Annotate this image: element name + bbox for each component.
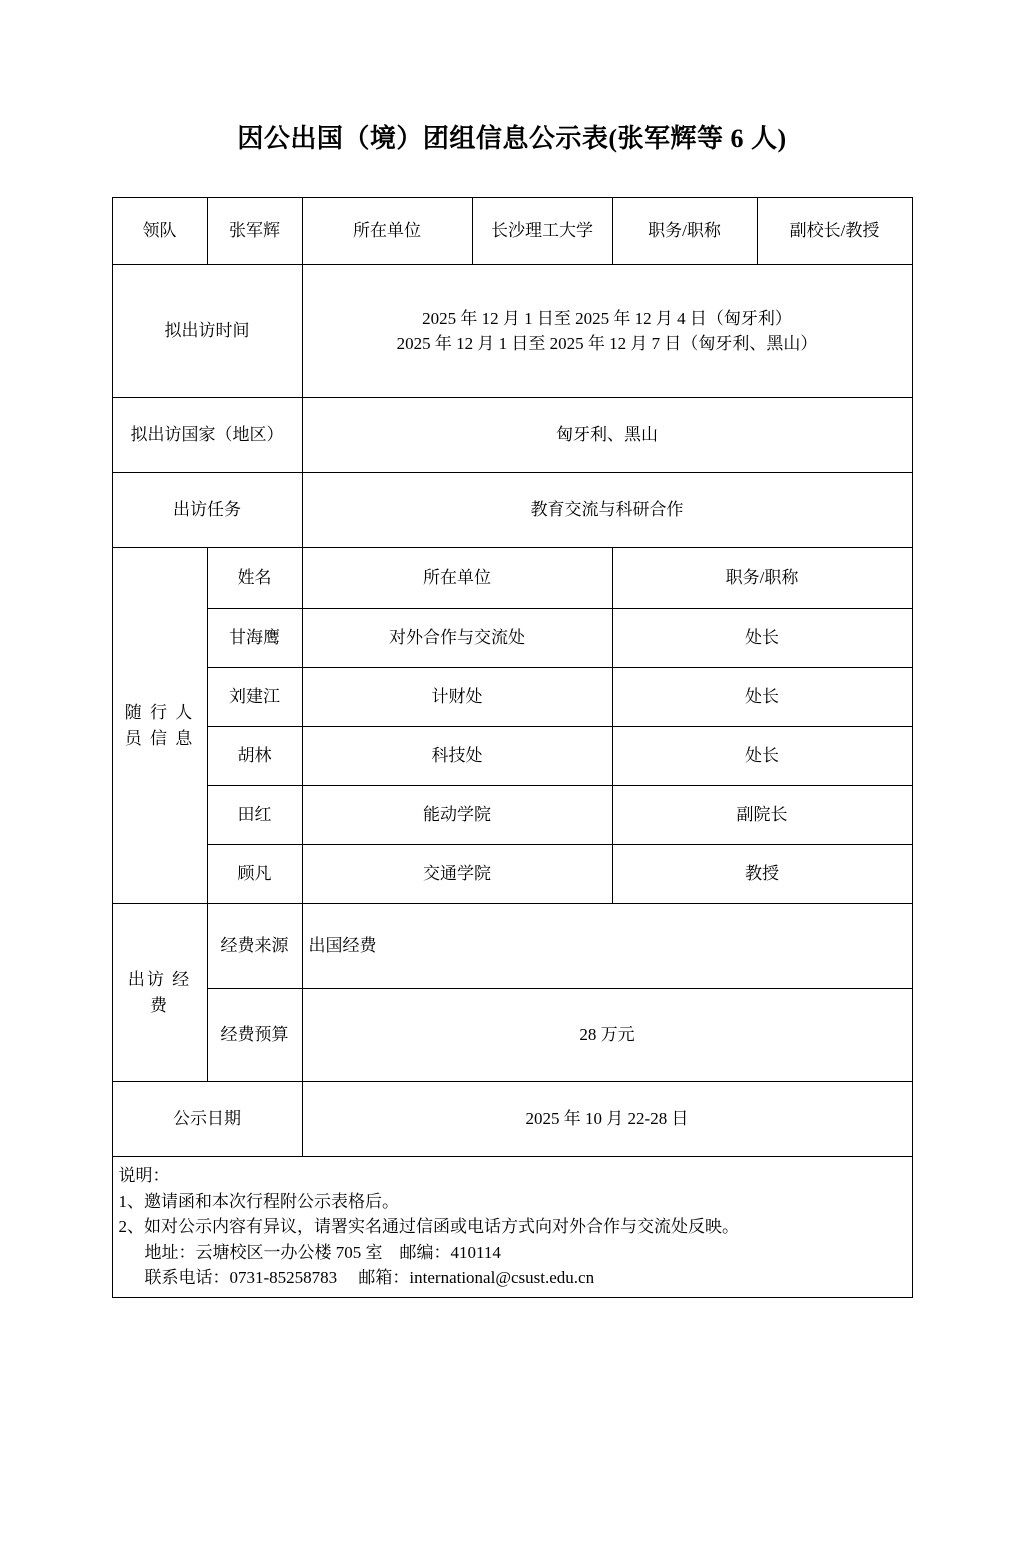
members-header-name: 姓名	[207, 548, 302, 609]
table-row-member	[112, 845, 912, 904]
notes-title: 说明：	[118, 1166, 170, 1185]
table-row-member	[112, 668, 912, 727]
visit-task-label: 出访任务	[112, 473, 302, 548]
funding-source-label: 经费来源	[207, 904, 302, 989]
table-row-members-header	[112, 548, 912, 609]
leader-label: 领队	[112, 198, 207, 265]
member-position: 处长	[612, 668, 912, 727]
visit-country-value: 匈牙利、黑山	[302, 398, 912, 473]
visit-task-value: 教育交流与科研合作	[302, 473, 912, 548]
notes-phone-email: 联系电话：0731-85258783 邮箱：international@csust.edu.cn	[144, 1268, 595, 1287]
table-row-funding-source	[112, 904, 912, 989]
member-unit: 科技处	[302, 727, 612, 786]
member-name: 胡林	[207, 727, 302, 786]
member-position: 处长	[612, 727, 912, 786]
funding-budget-value: 28 万元	[302, 989, 912, 1082]
visit-country-label: 拟出访国家（地区）	[112, 398, 302, 473]
table-row-funding-budget	[112, 989, 912, 1082]
announcement-table	[112, 197, 913, 1298]
table-row-member	[112, 727, 912, 786]
member-name: 顾凡	[207, 845, 302, 904]
notes-block	[112, 1157, 912, 1298]
table-row-leader	[112, 198, 912, 265]
member-position: 副院长	[612, 786, 912, 845]
notes-address: 地址：云塘校区一办公楼 705 室 邮编：410114	[144, 1242, 501, 1262]
table-row-member	[112, 609, 912, 668]
leader-unit-value: 长沙理工大学	[472, 198, 612, 265]
member-unit: 能动学院	[302, 786, 612, 845]
member-name: 甘海鹰	[207, 609, 302, 668]
notes-item-2: 2、如对公示内容有异议，请署实名通过信函或电话方式向对外合作与交流处反映。	[118, 1217, 739, 1236]
document-page	[0, 118, 1024, 1566]
member-position: 处长	[612, 609, 912, 668]
notes-item-1: 1、邀请函和本次行程附公示表格后。	[118, 1191, 399, 1211]
member-position: 教授	[612, 845, 912, 904]
leader-position-value: 副校长/教授	[757, 198, 912, 265]
table-row-visit-task	[112, 473, 912, 548]
members-header-unit: 所在单位	[302, 548, 612, 609]
funding-budget-label: 经费预算	[207, 989, 302, 1082]
leader-position-label: 职务/职称	[612, 198, 757, 265]
members-label: 随 行 人 员 信 息	[112, 548, 207, 904]
page-title: 因公出国（境）团组信息公示表(张军辉等 6 人)	[237, 124, 787, 153]
table-row-visit-time	[112, 265, 912, 398]
leader-unit-label: 所在单位	[302, 198, 472, 265]
publicity-date-value: 2025 年 10 月 22-28 日	[302, 1082, 912, 1157]
table-row-notes	[112, 1157, 912, 1298]
leader-name: 张军辉	[207, 198, 302, 265]
table-row-visit-country	[112, 398, 912, 473]
funding-source-value: 出国经费	[302, 904, 912, 989]
visit-time-value	[302, 265, 912, 398]
table-row-member	[112, 786, 912, 845]
publicity-date-label: 公示日期	[112, 1082, 302, 1157]
member-name: 田红	[207, 786, 302, 845]
members-header-position: 职务/职称	[612, 548, 912, 609]
member-unit: 交通学院	[302, 845, 612, 904]
visit-time-label: 拟出访时间	[112, 265, 302, 398]
funding-label: 出访 经费	[112, 904, 207, 1082]
member-unit: 对外合作与交流处	[302, 609, 612, 668]
table-row-publicity-date	[112, 1082, 912, 1157]
visit-time-line-2: 2025 年 12 月 1 日至 2025 年 12 月 7 日（匈牙利、黑山）	[396, 334, 818, 353]
member-unit: 计财处	[302, 668, 612, 727]
member-name: 刘建江	[207, 668, 302, 727]
visit-time-line-1: 2025 年 12 月 1 日至 2025 年 12 月 4 日（匈牙利）	[422, 308, 792, 328]
